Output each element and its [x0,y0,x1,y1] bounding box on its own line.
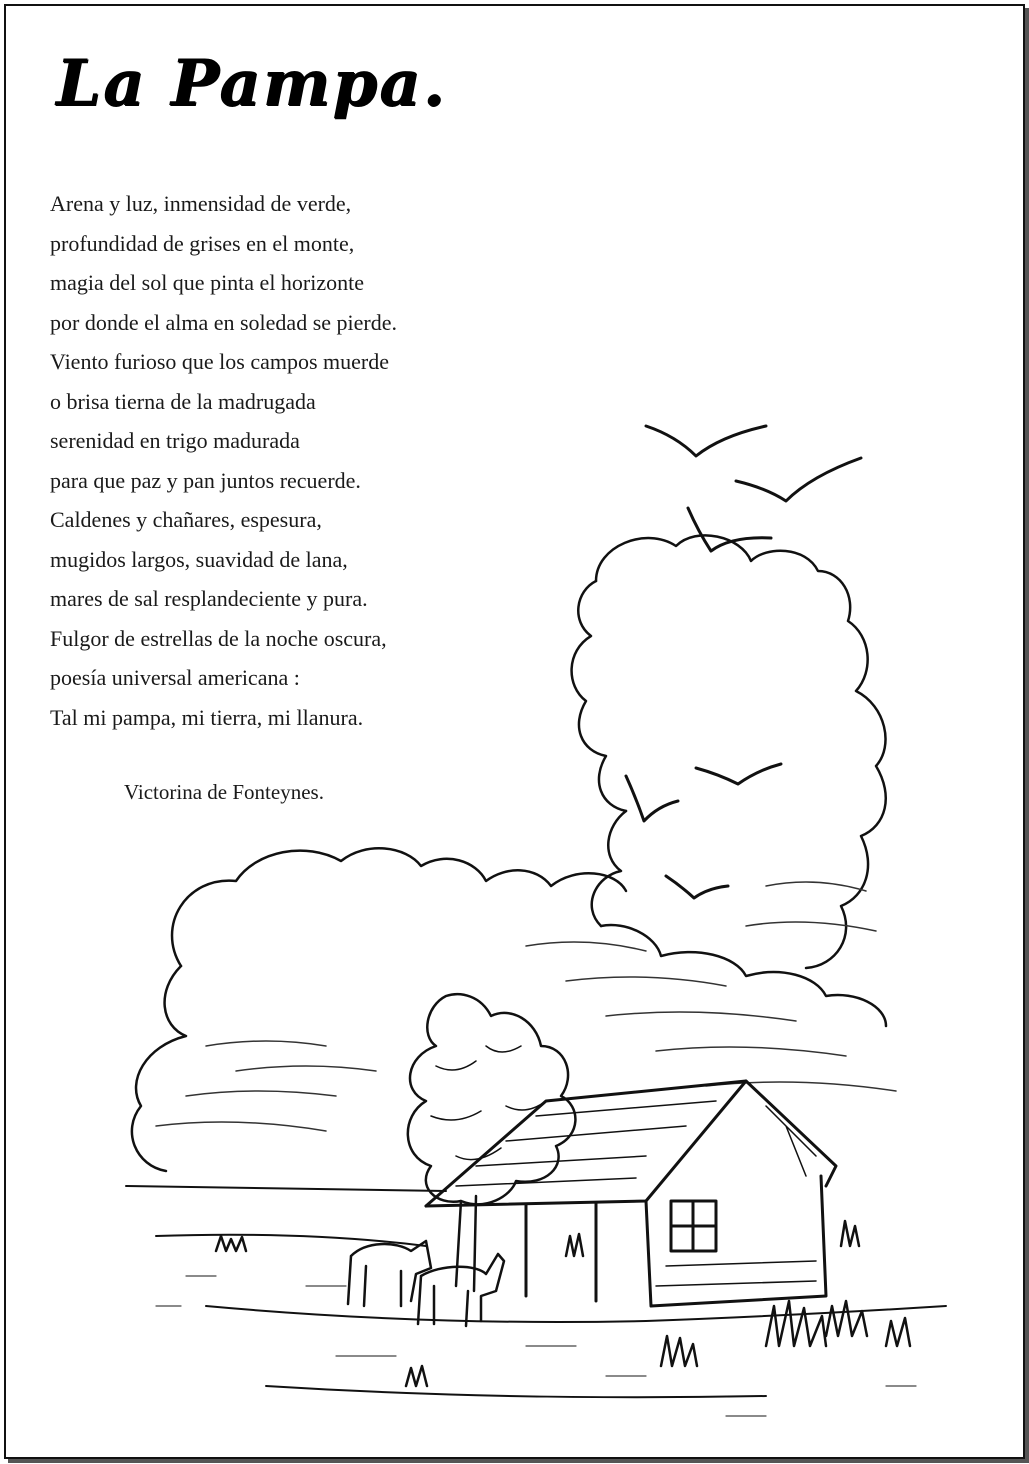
tree-icon [408,994,576,1291]
poem-line: serenidad en trigo madurada [50,428,300,453]
poem-line: Arena y luz, inmensidad de verde, [50,191,352,216]
poem-line: profundidad de grises en el monte, [50,230,355,256]
horses-icon [348,1241,504,1326]
poem-line: Viento furioso que los campos muerde [50,349,389,374]
poem-author: Victorina de Fonteynes. [124,780,324,804]
poem-line: mugidos largos, suavidad de lana, [50,546,348,572]
poem-line: magia del sol que pinta el horizonte [50,270,365,295]
poem-line: Fulgor de estrellas de la noche oscura, [50,625,387,651]
poem-page [4,4,1025,1459]
cloud-icon [572,535,886,968]
poem-line: poesía universal americana : [50,665,300,690]
poem-line: mares de sal resplandeciente y pura. [50,586,368,611]
poem-line: Tal mi pampa, mi tierra, mi llanura. [50,704,364,730]
cloud-bank-icon [132,848,896,1171]
page-title: La Pampa. [56,46,447,121]
poem-line: o brisa tierna de la madrugada [50,388,316,414]
birds-icon [626,426,861,898]
pampa-landscape-illustration [6,6,1023,1457]
poem-line: por donde el alma en soledad se pierde. [50,309,397,335]
poem-line: Caldenes y chañares, espesura, [50,507,322,532]
poem-line: para que paz y pan juntos recuerde. [50,467,361,493]
